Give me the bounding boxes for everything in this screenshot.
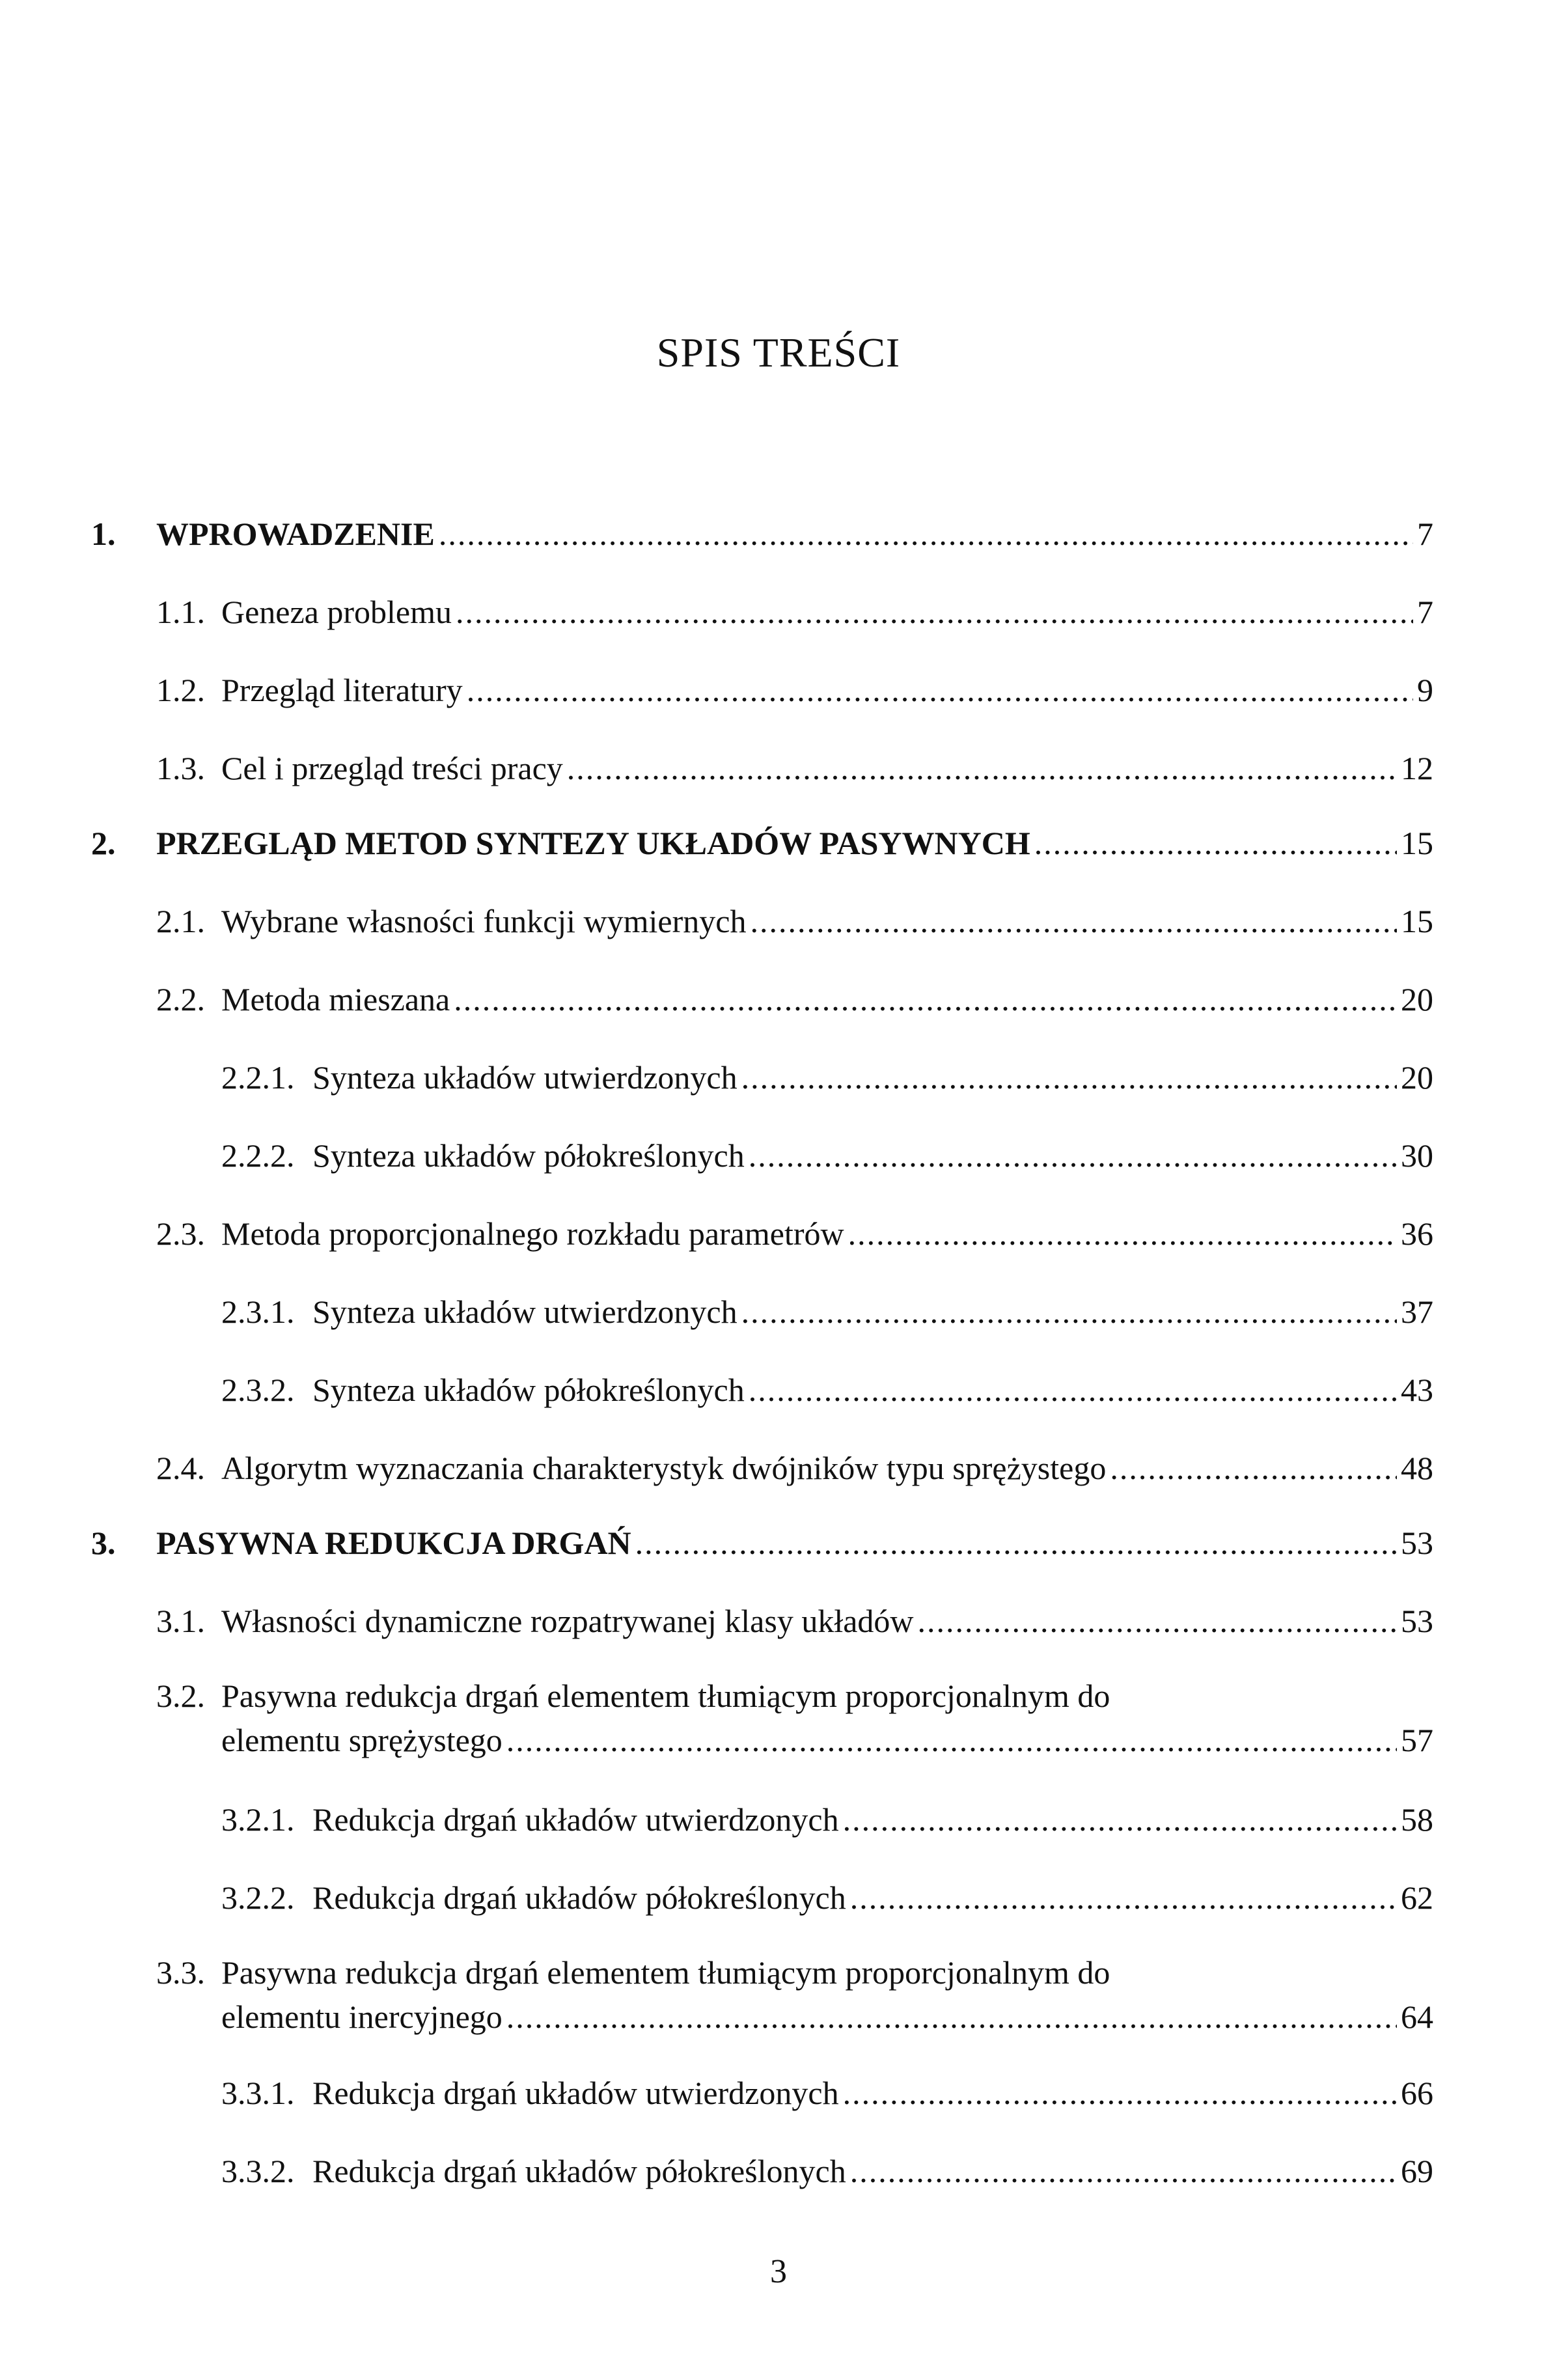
toc-entry-3-3-1[interactable] <box>221 2073 1433 2112</box>
toc-entry-page: 12 <box>1401 750 1433 786</box>
toc-entry-3-3-2[interactable] <box>221 2152 1433 2191</box>
page-title: SPIS TREŚCI <box>656 329 901 376</box>
toc-entry-number: 1. <box>91 516 116 552</box>
toc-entry-3-2-2[interactable] <box>221 1878 1433 1917</box>
toc-entry-label: Synteza układów półokreślonych <box>312 1137 745 1174</box>
toc-entry-3-2[interactable] <box>156 1676 1433 1760</box>
toc-entry-2-3-2[interactable] <box>221 1370 1433 1409</box>
toc-entry-number: 1.2. <box>156 672 205 708</box>
toc-entry-label: Własności dynamiczne rozpatrywanej klasy układów <box>221 1603 914 1639</box>
toc-entry-page: 7 <box>1417 516 1433 552</box>
toc-entry-label: PRZEGLĄD METOD SYNTEZY UKŁADÓW PASYWNYCH <box>156 825 1030 861</box>
toc-entry-number: 2.3.2. <box>221 1372 295 1408</box>
toc-entry-number: 2.4. <box>156 1450 205 1486</box>
toc-entry-label: Wybrane własności funkcji wymiernych <box>221 903 747 939</box>
toc-entry-number: 2.3. <box>156 1215 205 1252</box>
toc-entry-number: 1.3. <box>156 750 205 786</box>
toc-entry-page: 20 <box>1401 981 1433 1017</box>
toc-entry-page: 62 <box>1401 1879 1433 1916</box>
toc-entry-label: PASYWNA REDUKCJA DRGAŃ <box>156 1525 631 1561</box>
toc-entry-3-1[interactable] <box>156 1601 1433 1640</box>
toc-entry-label: Przegląd literatury <box>221 672 463 708</box>
toc-entry-label: Redukcja drgań układów utwierdzonych <box>312 1801 839 1838</box>
toc-entry-page: 64 <box>1401 1999 1433 2035</box>
dot-leader <box>850 1878 1397 1917</box>
toc-entry-label: Synteza układów półokreślonych <box>312 1372 745 1408</box>
dot-leader <box>850 2152 1397 2191</box>
toc-entry-2-1[interactable] <box>156 902 1433 941</box>
toc-entry-page: 36 <box>1401 1215 1433 1252</box>
dot-leader <box>1034 823 1397 863</box>
toc-entry-number: 3.3.1. <box>221 2075 295 2111</box>
toc-entry-label: Metoda proporcjonalnego rozkładu parametrów <box>221 1215 844 1252</box>
toc-entry-2-4[interactable] <box>156 1448 1433 1488</box>
toc-entry-1-3[interactable] <box>156 749 1433 788</box>
toc-entry-page: 15 <box>1401 903 1433 939</box>
toc-entry-3[interactable] <box>91 1523 1433 1562</box>
page-number: 3 <box>770 2253 787 2290</box>
toc-entry-page: 66 <box>1401 2075 1433 2111</box>
toc-entry-label: Redukcja drgań układów utwierdzonych <box>312 2075 839 2111</box>
toc-entry-page: 20 <box>1401 1059 1433 1096</box>
toc-entry-number: 3. <box>91 1525 116 1561</box>
dot-leader <box>456 592 1413 631</box>
dot-leader <box>1110 1448 1397 1488</box>
dot-leader <box>843 2073 1397 2112</box>
toc-entry-number: 3.2.1. <box>221 1801 295 1838</box>
toc-entry-number: 2.3.1. <box>221 1294 295 1330</box>
dot-leader <box>741 1058 1397 1097</box>
toc-entry-number: 2.2.1. <box>221 1059 295 1096</box>
toc-entry-number: 3.3. <box>156 1954 205 1991</box>
toc-entry-label: Synteza układów utwierdzonych <box>312 1294 737 1330</box>
toc-entry-label: Synteza układów utwierdzonych <box>312 1059 737 1096</box>
toc-entry-page: 53 <box>1401 1603 1433 1639</box>
dot-leader <box>635 1523 1397 1562</box>
toc-entry-number: 3.2.2. <box>221 1879 295 1916</box>
toc-entry-number: 2.2. <box>156 981 205 1017</box>
toc-entry-label: WPROWADZENIE <box>156 516 435 552</box>
toc-entry-2[interactable] <box>91 823 1433 863</box>
toc-entry-2-2[interactable] <box>156 980 1433 1019</box>
toc-entry-page: 43 <box>1401 1372 1433 1408</box>
toc-entry-2-2-2[interactable] <box>221 1136 1433 1175</box>
toc-entry-page: 7 <box>1417 594 1433 630</box>
toc-entry-label: Algorytm wyznaczania charakterystyk dwójników typu sprężystego <box>221 1450 1107 1486</box>
toc-entry-1-1[interactable] <box>156 592 1433 631</box>
toc-entry-page: 30 <box>1401 1137 1433 1174</box>
toc-entry-page: 53 <box>1401 1525 1433 1561</box>
dot-leader <box>467 671 1413 710</box>
dot-leader <box>843 1800 1397 1839</box>
toc-entry-3-3[interactable] <box>156 1953 1433 2036</box>
toc-entry-number: 2.2.2. <box>221 1137 295 1174</box>
toc-entry-label: Cel i przegląd treści pracy <box>221 750 563 786</box>
toc-entry-number: 2.1. <box>156 903 205 939</box>
dot-leader <box>749 1136 1397 1175</box>
toc-entry-2-3-1[interactable] <box>221 1292 1433 1331</box>
toc-entry-page: 48 <box>1401 1450 1433 1486</box>
toc-entry-number: 3.3.2. <box>221 2153 295 2189</box>
dot-leader <box>506 1721 1397 1760</box>
toc-entry-number: 3.1. <box>156 1603 205 1639</box>
toc-entry-2-2-1[interactable] <box>221 1058 1433 1097</box>
toc-entry-1-2[interactable] <box>156 671 1433 710</box>
toc-entry-page: 37 <box>1401 1294 1433 1330</box>
toc-entry-3-2-1[interactable] <box>221 1800 1433 1839</box>
dot-leader <box>848 1214 1397 1253</box>
toc-entry-label: Redukcja drgań układów półokreślonych <box>312 1879 846 1916</box>
toc-entry-number: 3.2. <box>156 1678 205 1714</box>
toc-entry-label-line1: Pasywna redukcja drgań elementem tłumiącym proporcjonalnym do <box>221 1678 1110 1714</box>
toc-entry-number: 1.1. <box>156 594 205 630</box>
dot-leader <box>918 1601 1397 1640</box>
toc-entry-page: 9 <box>1417 672 1433 708</box>
dot-leader <box>750 902 1397 941</box>
dot-leader <box>506 1997 1397 2036</box>
toc-entry-page: 57 <box>1401 1722 1433 1758</box>
toc-entry-page: 69 <box>1401 2153 1433 2189</box>
dot-leader <box>439 514 1413 553</box>
toc-entry-2-3[interactable] <box>156 1214 1433 1253</box>
dot-leader <box>749 1370 1397 1409</box>
toc-entry-label-line1: Pasywna redukcja drgań elementem tłumiącym proporcjonalnym do <box>221 1954 1110 1991</box>
toc-entry-label: Metoda mieszana <box>221 981 450 1017</box>
dot-leader <box>454 980 1397 1019</box>
dot-leader <box>741 1292 1397 1331</box>
toc-entry-1[interactable] <box>91 514 1433 553</box>
toc-entry-number: 2. <box>91 825 116 861</box>
toc-entry-label-line2: elementu sprężystego <box>221 1722 503 1758</box>
toc-entry-page: 15 <box>1401 825 1433 861</box>
toc-entry-label: Redukcja drgań układów półokreślonych <box>312 2153 846 2189</box>
toc-entry-page: 58 <box>1401 1801 1433 1838</box>
toc-entry-label: Geneza problemu <box>221 594 452 630</box>
dot-leader <box>567 749 1397 788</box>
toc-entry-label-line2: elementu inercyjnego <box>221 1999 503 2035</box>
